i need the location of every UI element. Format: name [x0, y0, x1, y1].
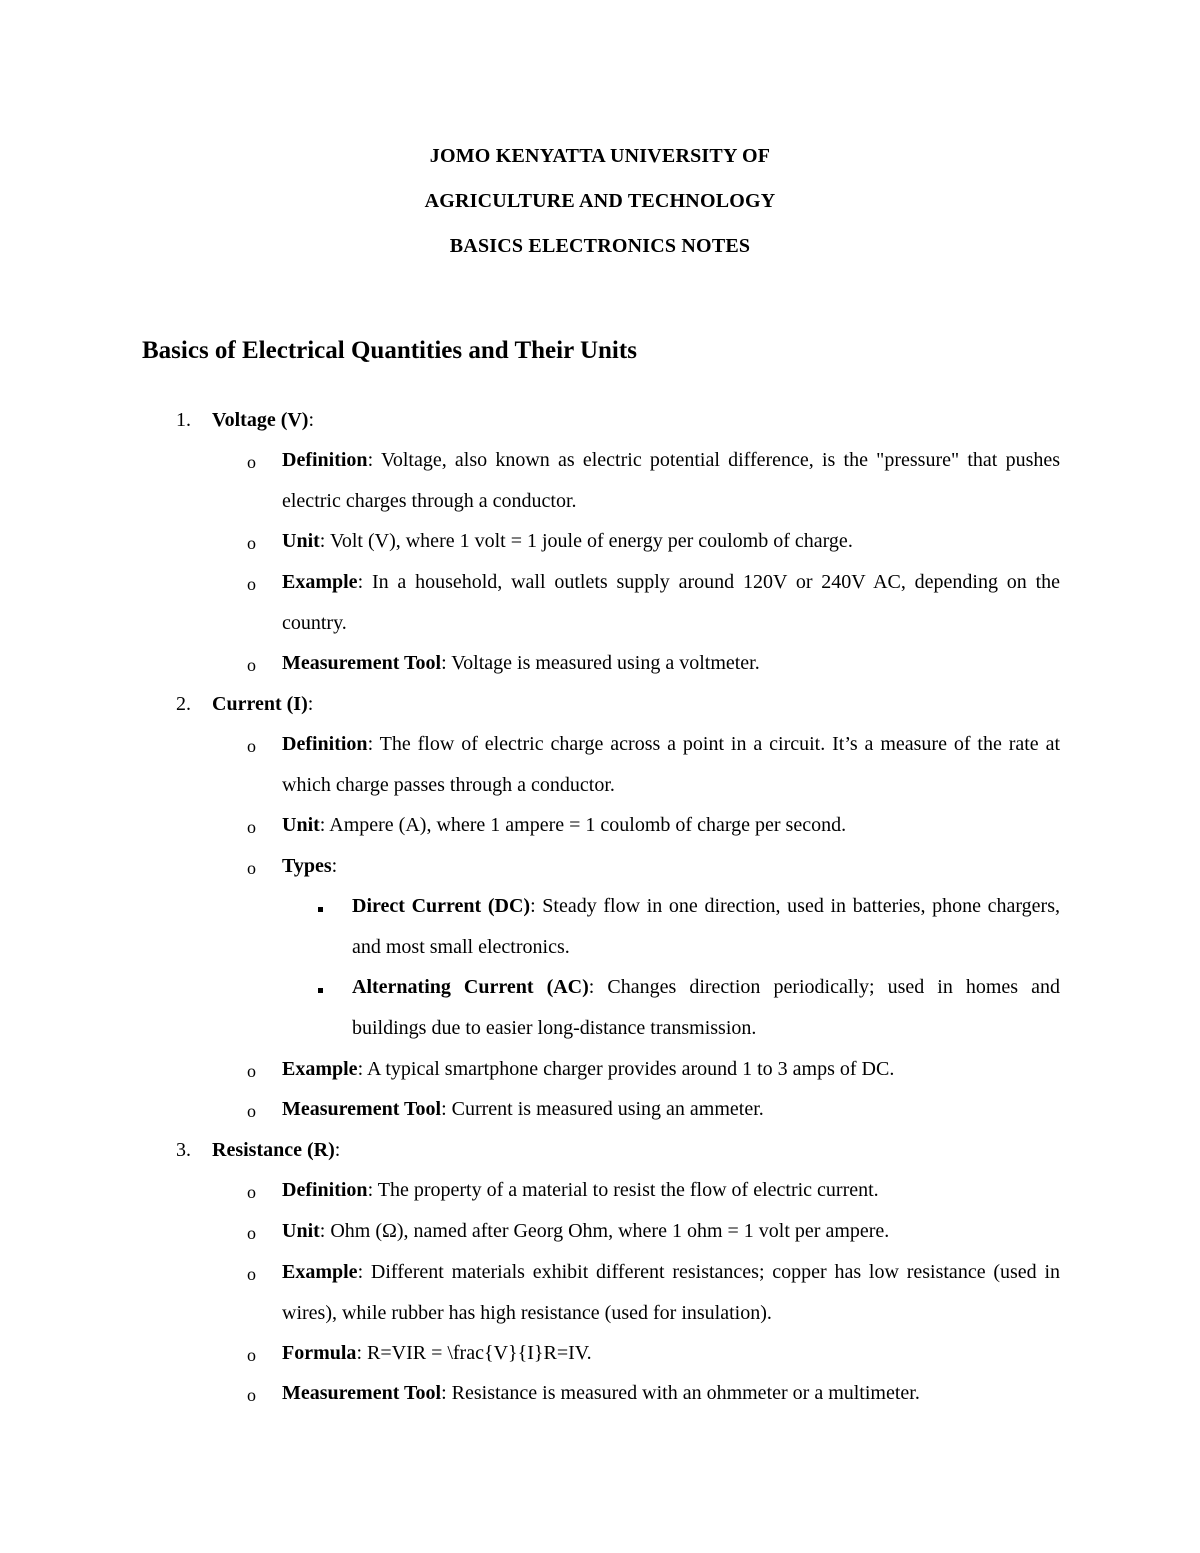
resistance-unit: Unit: Ohm (Ω), named after Georg Ohm, where 1 ohm = 1 volt per ampere.: [282, 1220, 890, 1242]
resistance-example-label: Example: [282, 1261, 358, 1283]
bullet-o-icon: o: [247, 736, 256, 756]
resistance-unit-label: Unit: [282, 1220, 320, 1242]
resistance-formula: Formula: R=VIR = \frac{V}{I}R=IV.: [282, 1342, 592, 1364]
voltage-definition: Definition: Voltage, also known as electric potential difference, is the "pressure" that pushes electric charges through a conductor.: [282, 449, 1061, 512]
voltage-tool-text: Voltage is measured using a voltmeter.: [451, 652, 760, 674]
voltage-unit-text: Volt (V), where 1 volt = 1 joule of energy per coulomb of charge.: [330, 530, 853, 552]
resistance-tool-text: Resistance is measured with an ohmmeter or a multimeter.: [451, 1382, 920, 1404]
bullet-o-icon: o: [247, 817, 256, 837]
voltage-unit-label: Unit: [282, 530, 320, 552]
current-example-text: A typical smartphone charger provides around 1 to 3 amps of DC.: [367, 1058, 895, 1080]
bullet-o-icon: o: [247, 1264, 256, 1284]
current-heading: [212, 692, 313, 716]
current-definition-text: The flow of electric charge across a point in a circuit. It’s a measure of the rate at which charge passes through a conductor.: [282, 733, 1060, 796]
resistance-definition-label: Definition: [282, 1179, 368, 1201]
header-course-title: BASICS ELECTRONICS NOTES: [449, 235, 751, 257]
current-unit-text: Ampere (A), where 1 ampere = 1 coulomb of charge per second.: [329, 814, 847, 836]
current-unit-label: Unit: [282, 814, 320, 836]
bullet-o-icon: o: [247, 655, 256, 675]
voltage-measurement-tool: Measurement Tool: Voltage is measured using a voltmeter.: [282, 652, 760, 674]
resistance-definition-text: The property of a material to resist the flow of electric current.: [377, 1179, 879, 1201]
dc-text: Steady flow in one direction, used in batteries, phone chargers, and most small electronics.: [352, 895, 1061, 958]
square-bullet-icon: [318, 907, 323, 912]
current-types: Types:: [282, 855, 338, 877]
current-definition: Definition: The flow of electric charge across a point in a circuit. It’s a measure of the rate at which charge passes through a conductor.: [282, 733, 1060, 796]
dc-label: Direct Current (DC): [352, 895, 531, 917]
resistance-formula-text: R=VIR = \frac{V}{I}R=IV.: [367, 1342, 592, 1364]
square-bullet-icon: [318, 988, 323, 993]
list-number-1: 1.: [176, 409, 191, 431]
list-number-3: 3.: [176, 1139, 191, 1161]
voltage-tool-label: Measurement Tool: [282, 652, 442, 674]
voltage-unit: Unit: Volt (V), where 1 volt = 1 joule of energy per coulomb of charge.: [282, 530, 853, 552]
voltage-definition-text: Voltage, also known as electric potential difference, is the "pressure" that pushes electric charges through a conductor.: [282, 449, 1061, 512]
voltage-example-label: Example: [282, 571, 358, 593]
bullet-o-icon: o: [247, 1345, 256, 1365]
bullet-o-icon: o: [247, 574, 256, 594]
current-measurement-tool: Measurement Tool: Current is measured using an ammeter.: [282, 1098, 764, 1120]
resistance-example-text: Different materials exhibit different resistances; copper has low resistance (used in wires), while rubber has high resistance (used for insulation).: [282, 1261, 1061, 1324]
resistance-measurement-tool: Measurement Tool: Resistance is measured with an ohmmeter or a multimeter.: [282, 1382, 920, 1404]
resistance-example: Example: Different materials exhibit different resistances; copper has low resistance (used in wires), while rubber has high resistance (used for insulation).: [282, 1261, 1061, 1324]
current-types-label: Types: [282, 855, 332, 877]
current-type-ac: Alternating Current (AC): Changes direction periodically; used in homes and buildings due to easier long-distance transmission.: [352, 976, 1061, 1039]
current-unit: Unit: Ampere (A), where 1 ampere = 1 coulomb of charge per second.: [282, 814, 847, 836]
bullet-o-icon: o: [247, 1385, 256, 1405]
current-definition-label: Definition: [282, 733, 368, 755]
resistance-colon: :: [334, 1139, 341, 1161]
resistance-unit-text: Ohm (Ω), named after Georg Ohm, where 1 ohm = 1 volt per ampere.: [330, 1220, 890, 1242]
current-colon: :: [307, 693, 314, 715]
section-title: Basics of Electrical Quantities and Their Units: [142, 337, 637, 364]
bullet-o-icon: o: [247, 533, 256, 553]
header-university-line2: AGRICULTURE AND TECHNOLOGY: [424, 190, 776, 212]
bullet-o-icon: o: [247, 1223, 256, 1243]
resistance-definition: Definition: The property of a material to resist the flow of electric current.: [282, 1179, 879, 1201]
resistance-title: Resistance (R): [212, 1139, 335, 1161]
voltage-example-text: In a household, wall outlets supply around 120V or 240V AC, depending on the country.: [282, 571, 1060, 634]
bullet-o-icon: o: [247, 452, 256, 472]
voltage-heading: [212, 408, 314, 432]
resistance-tool-label: Measurement Tool: [282, 1382, 442, 1404]
current-tool-text: Current is measured using an ammeter.: [451, 1098, 764, 1120]
current-example-label: Example: [282, 1058, 358, 1080]
header-university-line1: JOMO KENYATTA UNIVERSITY OF: [429, 145, 771, 167]
current-title: Current (I): [212, 693, 308, 715]
voltage-colon: :: [308, 409, 315, 431]
voltage-example: Example: In a household, wall outlets supply around 120V or 240V AC, depending on the country.: [282, 571, 1060, 634]
bullet-o-icon: o: [247, 858, 256, 878]
bullet-o-icon: o: [247, 1061, 256, 1081]
voltage-title: Voltage (V): [212, 409, 309, 431]
current-type-dc: Direct Current (DC): Steady flow in one direction, used in batteries, phone chargers, and most small electronics.: [352, 895, 1061, 958]
bullet-o-icon: o: [247, 1101, 256, 1121]
bullet-o-icon: o: [247, 1182, 256, 1202]
list-number-2: 2.: [176, 693, 191, 715]
current-example: Example: A typical smartphone charger provides around 1 to 3 amps of DC.: [282, 1058, 895, 1080]
resistance-formula-label: Formula: [282, 1342, 357, 1364]
voltage-definition-label: Definition: [282, 449, 368, 471]
ac-text: Changes direction periodically; used in homes and buildings due to easier long-distance transmission.: [352, 976, 1061, 1039]
ac-label: Alternating Current (AC): [352, 976, 589, 998]
current-tool-label: Measurement Tool: [282, 1098, 442, 1120]
resistance-heading: [212, 1138, 340, 1162]
